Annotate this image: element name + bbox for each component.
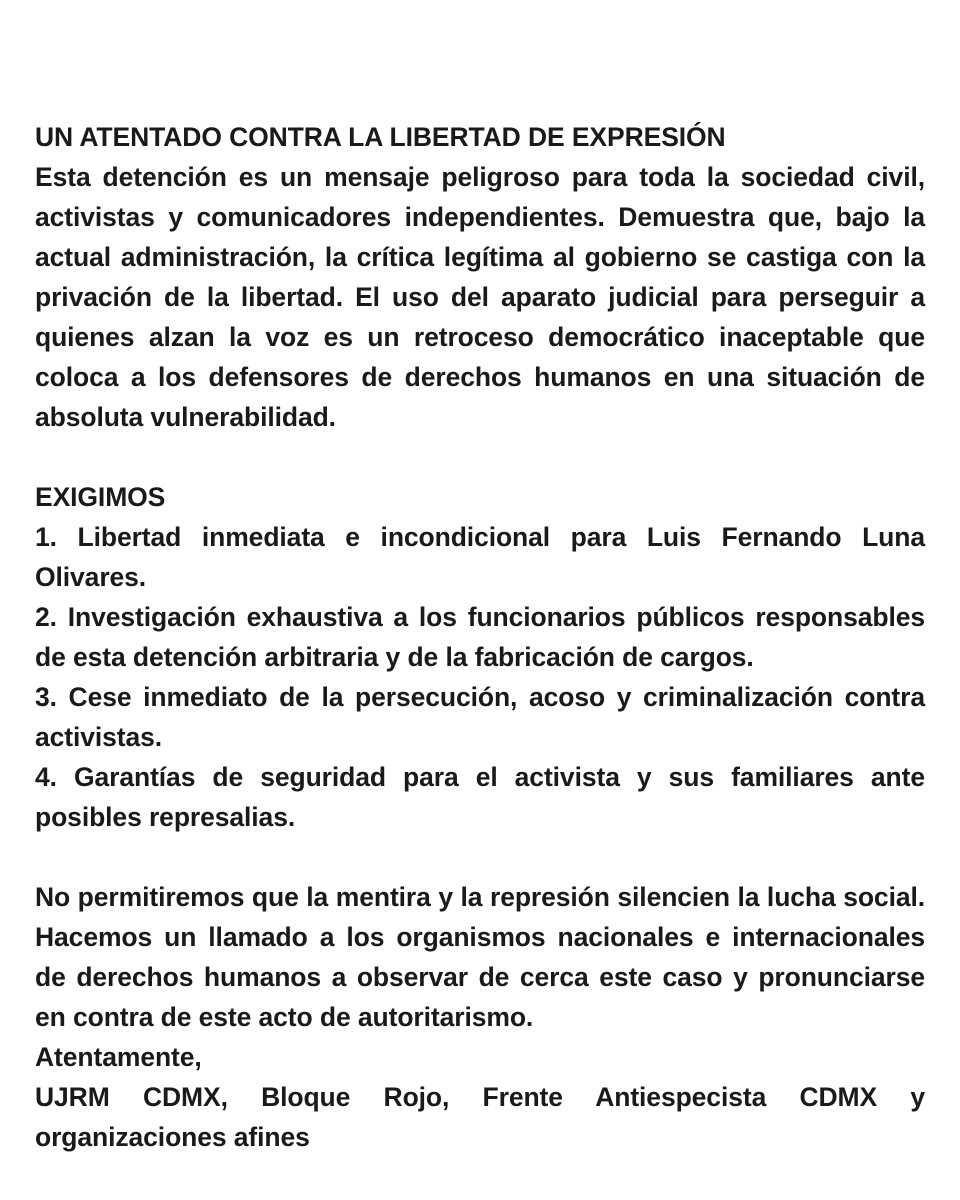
section-paragraph: Esta detención es un mensaje peligroso para toda la sociedad civil, activistas y comunicadores independientes. Demuestra que, bajo la actual administración, la crítica legítima al gobierno se castiga con la privación de la libertad. El uso del aparato judicial para perseguir a quienes alzan la voz es un retroceso democrático inaceptable que coloca a los defensores de derechos humanos en una situación de absoluta vulnerabilidad.: [35, 162, 925, 432]
paragraph-spacer: [35, 837, 925, 877]
demand-item: 1. Libertad inmediata e incondicional para Luis Fernando Luna Olivares.: [35, 522, 925, 592]
demand-item: 2. Investigación exhaustiva a los funcionarios públicos responsables de esta detención arbitraria y de la fabricación de cargos.: [35, 602, 925, 672]
statement-document: [35, 117, 925, 1157]
signatories: UJRM CDMX, Bloque Rojo, Frente Antiespecista CDMX y organizaciones afines: [35, 1082, 925, 1152]
section-heading: UN ATENTADO CONTRA LA LIBERTAD DE EXPRESIÓN: [35, 122, 726, 152]
paragraph-spacer: [35, 437, 925, 477]
demands-heading: EXIGIMOS: [35, 482, 166, 512]
salutation: Atentamente,: [35, 1042, 202, 1072]
demand-item: 3. Cese inmediato de la persecución, acoso y criminalización contra activistas.: [35, 682, 925, 752]
closing-paragraph: No permitiremos que la mentira y la represión silencien la lucha social. Hacemos un llamado a los organismos nacionales e internacionales de derechos humanos a observar de cerca este caso y pronunciarse en contra de este acto de autoritarismo.: [35, 882, 925, 1032]
demand-item: 4. Garantías de seguridad para el activista y sus familiares ante posibles represalias.: [35, 762, 925, 832]
